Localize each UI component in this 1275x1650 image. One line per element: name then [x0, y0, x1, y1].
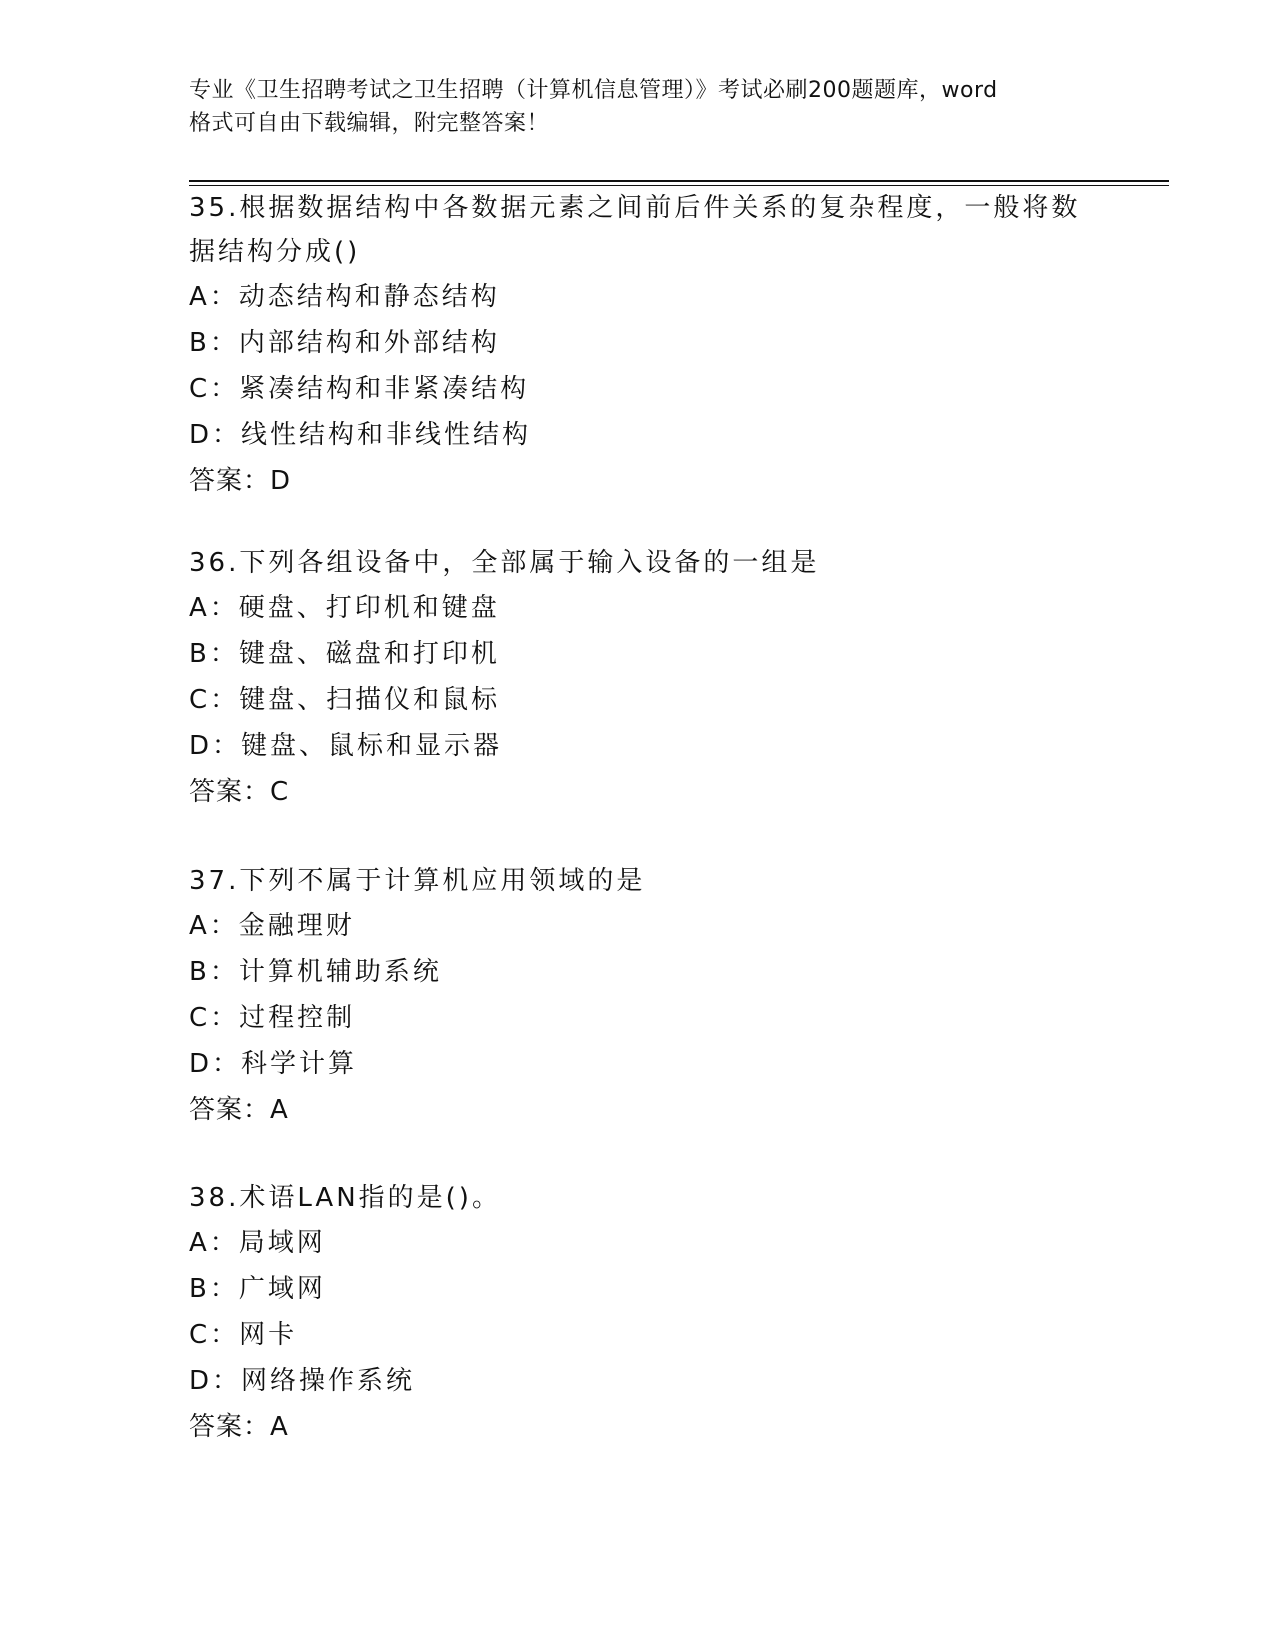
question-stem: 36.下列各组设备中，全部属于输入设备的一组是	[189, 548, 820, 578]
option-c: C：网卡	[189, 1320, 298, 1350]
question-stem-continued: 据结构分成()	[189, 237, 361, 267]
document-header	[189, 74, 1099, 140]
answer: 答案：D	[189, 466, 292, 496]
question-35	[189, 186, 1089, 504]
question-36	[189, 541, 1089, 815]
option-d: D：线性结构和非线性结构	[189, 420, 532, 450]
header-line-2: 格式可自由下载编辑，附完整答案！	[189, 111, 550, 136]
option-d: D：科学计算	[189, 1049, 358, 1079]
answer: 答案：A	[189, 1412, 289, 1442]
option-c: C：紧凑结构和非紧凑结构	[189, 374, 530, 404]
option-c: C：键盘、扫描仪和鼠标	[189, 685, 501, 715]
answer: 答案：A	[189, 1095, 289, 1125]
option-a: A：硬盘、打印机和键盘	[189, 593, 500, 623]
question-37	[189, 859, 1089, 1133]
option-a: A：动态结构和静态结构	[189, 282, 500, 312]
option-b: B：键盘、磁盘和打印机	[189, 639, 500, 669]
header-line-1: 专业《卫生招聘考试之卫生招聘（计算机信息管理）》考试必刷200题题库，word	[189, 78, 998, 103]
question-stem: 37.下列不属于计算机应用领域的是	[189, 866, 646, 896]
option-d: D：网络操作系统	[189, 1366, 416, 1396]
question-38	[189, 1176, 1089, 1450]
option-b: B：计算机辅助系统	[189, 957, 442, 987]
option-d: D：键盘、鼠标和显示器	[189, 731, 503, 761]
option-b: B：内部结构和外部结构	[189, 328, 500, 358]
question-stem: 35.根据数据结构中各数据元素之间前后件关系的复杂程度，一般将数	[189, 193, 1081, 223]
option-a: A：金融理财	[189, 911, 355, 941]
question-stem: 38.术语LAN指的是()。	[189, 1183, 501, 1213]
option-c: C：过程控制	[189, 1003, 356, 1033]
option-b: B：广域网	[189, 1274, 326, 1304]
answer: 答案：C	[189, 777, 290, 807]
header-divider-thick	[189, 180, 1169, 182]
option-a: A：局域网	[189, 1228, 326, 1258]
